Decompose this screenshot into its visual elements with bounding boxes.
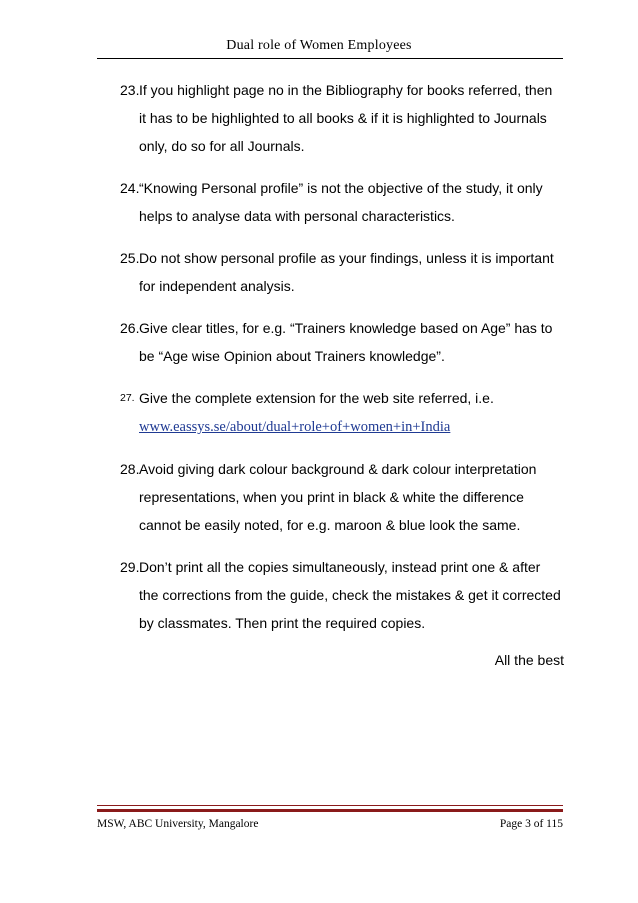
list-item-28 — [120, 455, 570, 539]
item-number: 28. — [120, 461, 140, 477]
item-line: Do not show personal profile as your findings, unless it is important — [139, 250, 554, 266]
item-line: the corrections from the guide, check the mistakes & get it corrected — [139, 587, 561, 603]
item-number: 26. — [120, 320, 140, 336]
item-number: 25. — [120, 250, 140, 266]
page-header-title: Dual role of Women Employees — [226, 38, 412, 53]
item-line: for independent analysis. — [139, 278, 295, 294]
item-line: helps to analyse data with personal characteristics. — [139, 208, 455, 224]
footer-divider-thin — [97, 805, 563, 806]
header-divider — [97, 58, 563, 59]
item-number: 24. — [120, 180, 140, 196]
item-number: 27. — [120, 392, 135, 404]
item-line: Don’t print all the copies simultaneously, instead print one & after — [139, 559, 541, 575]
footer-page-number: Page 3 of 115 — [499, 818, 563, 830]
sign-off-text: All the best — [494, 652, 564, 668]
website-link[interactable]: www.eassys.se/about/dual+role+of+women+in+India — [139, 419, 451, 435]
item-line: cannot be easily noted, for e.g. maroon & blue look the same. — [139, 517, 521, 533]
item-line: If you highlight page no in the Bibliography for books referred, then — [139, 82, 553, 98]
item-line: be “Age wise Opinion about Trainers knowledge”. — [139, 348, 445, 364]
item-number: 23. — [120, 82, 140, 98]
list-item-24 — [120, 174, 570, 230]
footer-divider-thick — [97, 809, 563, 812]
item-line: by classmates. Then print the required copies. — [139, 615, 426, 631]
footer-institution: MSW, ABC University, Mangalore — [97, 818, 259, 830]
list-item-23 — [120, 76, 570, 160]
item-line: only, do so for all Journals. — [139, 138, 305, 154]
list-item-27 — [120, 384, 570, 441]
item-line: representations, when you print in black & white the difference — [139, 489, 524, 505]
item-line: Give the complete extension for the web site referred, i.e. — [139, 390, 494, 406]
guidelines-list — [120, 76, 570, 651]
list-item-29 — [120, 553, 570, 637]
item-line: it has to be highlighted to all books & if it is highlighted to Journals — [139, 110, 547, 126]
list-item-25 — [120, 244, 570, 300]
item-line: Avoid giving dark colour background & dark colour interpretation — [139, 461, 537, 477]
item-line: “Knowing Personal profile” is not the objective of the study, it only — [139, 180, 543, 196]
item-line: Give clear titles, for e.g. “Trainers knowledge based on Age” has to — [139, 320, 553, 336]
list-item-26 — [120, 314, 570, 370]
item-number: 29. — [120, 559, 140, 575]
